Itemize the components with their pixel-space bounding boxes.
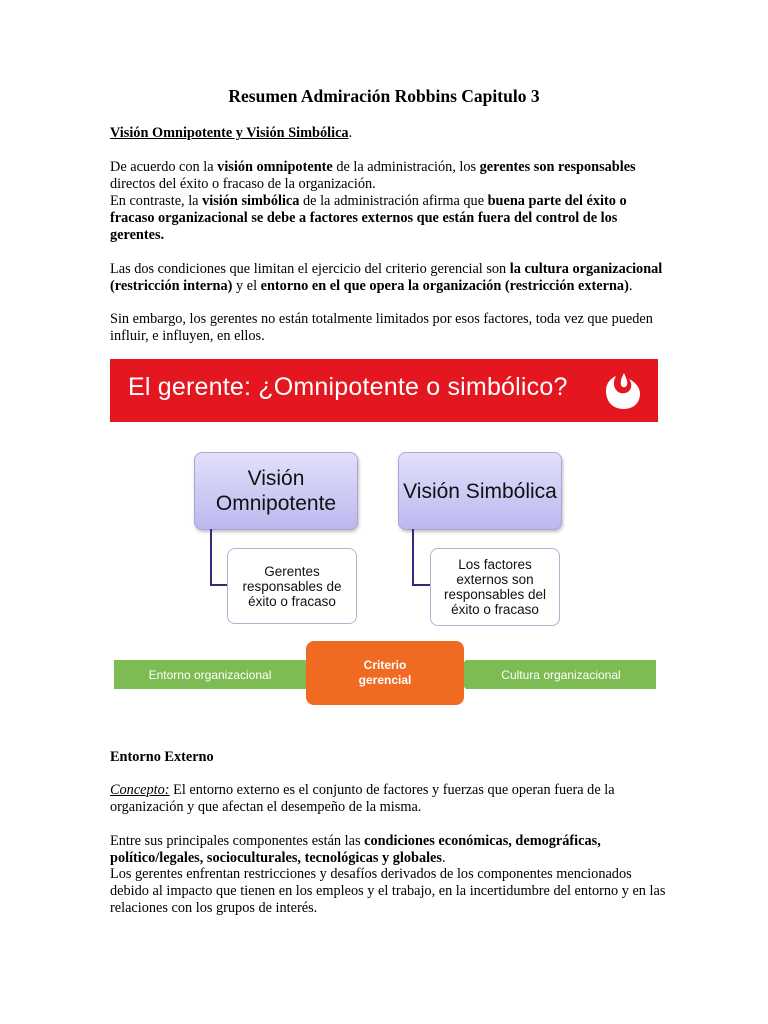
vision-diagram — [110, 440, 658, 715]
bold-run: la cultura organizacional (restricción interna) — [110, 261, 663, 294]
concept-label: Concepto: — [110, 782, 170, 798]
text-run: Las dos condiciones que limitan el ejercicio del criterio gerencial son — [110, 261, 510, 277]
paragraph-sin-embargo: Sin embargo, los gerentes no están totalmente limitados por esos factores, toda vez que pueden influir, e influyen, en ellos. — [110, 311, 653, 344]
text-run: Entre sus principales componentes están las — [110, 833, 365, 849]
omnipotente-description-box: Gerentes responsables de éxito o fracaso — [227, 548, 357, 624]
text-run: de la administración afirma que — [299, 193, 488, 209]
upc-flame-logo-icon — [604, 369, 644, 411]
bold-run: entorno en el que opera la organización (restricción externa) — [260, 277, 629, 294]
paragraph-restricciones: Los gerentes enfrentan restricciones y desafíos derivados de los componentes mencionados debido al impacto que tienen en los empleos y el trabajo, en la incertidumbre del entorno y en las relaciones con los grupos de interés. — [110, 866, 666, 916]
text-run: De acuerdo con la — [110, 159, 218, 175]
cultura-arrow: Cultura organizacional — [466, 660, 656, 689]
criterio-label: Criterio gerencial — [358, 658, 412, 687]
bold-run: gerentes son responsables — [479, 159, 636, 175]
heading-text: Visión Omnipotente y Visión Simbólica — [110, 125, 349, 141]
bold-run: visión omnipotente — [217, 159, 333, 175]
paragraph-componentes — [110, 833, 670, 867]
slide-banner — [110, 359, 658, 422]
criterio-gerencial-box — [306, 641, 464, 705]
paragraph-omnipotente — [110, 159, 670, 193]
heading-text: Entorno Externo — [110, 749, 214, 765]
banner-title: El gerente: ¿Omnipotente o simbólico? — [128, 373, 568, 401]
paragraph-condiciones — [110, 261, 670, 295]
text-run: y el — [232, 277, 261, 294]
text-run: de la administración, los — [332, 159, 480, 175]
heading-period: . — [348, 125, 353, 141]
text-run: En contraste, la — [110, 193, 203, 209]
section-heading-vision — [110, 125, 670, 142]
vision-simbolica-box: Visión Simbólica — [398, 452, 562, 530]
bold-run: condiciones económicas, demográficas, político/legales, socioculturales, tecnológicas y globales — [110, 833, 601, 866]
text-run: El entorno externo es el conjunto de factores y fuerzas que operan fuera de la organización y que afectan el desempeño de la misma. — [110, 782, 615, 815]
entorno-arrow: Entorno organizacional — [114, 660, 306, 689]
paragraph-concepto — [110, 782, 670, 816]
text-run: . — [441, 849, 446, 866]
vision-omnipotente-box: Visión Omnipotente — [194, 452, 358, 530]
simbolica-description-box: Los factores externos son responsables del éxito o fracaso — [430, 548, 560, 626]
paragraph-simbolica — [110, 193, 670, 243]
connector-line — [412, 529, 430, 586]
bold-run: visión simbólica — [202, 193, 300, 209]
connector-line — [210, 529, 228, 586]
text-run: directos del éxito o fracaso de la organización. — [110, 175, 376, 192]
bold-run: buena parte del éxito o fracaso organizacional se debe a factores externos que están fuera del control de los gerentes. — [110, 193, 627, 243]
section-heading-entorno — [110, 749, 670, 766]
text-run: . — [628, 277, 633, 294]
document-title: Resumen Admiración Robbins Capitulo 3 — [228, 86, 540, 106]
